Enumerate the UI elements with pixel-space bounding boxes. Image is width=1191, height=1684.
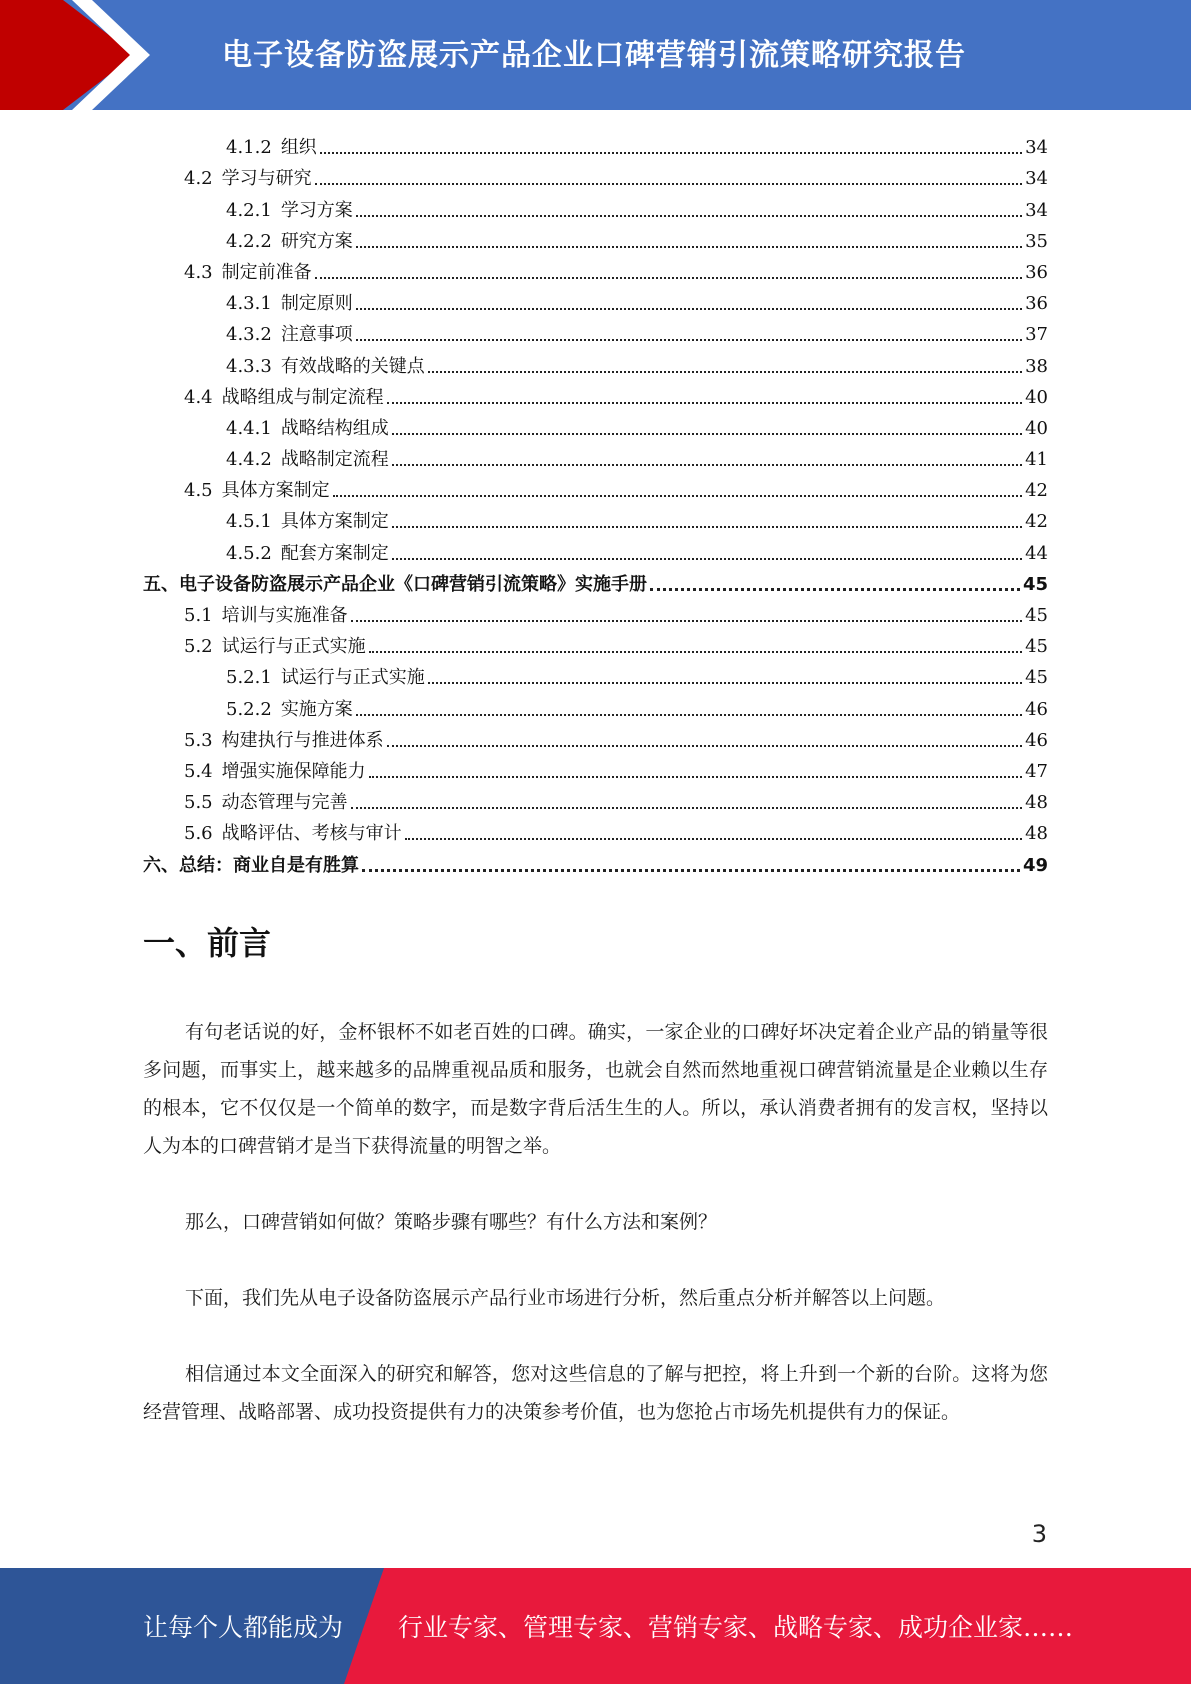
intro-paragraph-2: 那么，口碑营销如何做？策略步骤有哪些？有什么方法和案例？ xyxy=(185,1211,718,1233)
toc-entry[interactable] xyxy=(143,845,1048,876)
toc-entry-page: 48 xyxy=(1025,792,1048,814)
toc-entry-number: 5.1 xyxy=(184,605,213,626)
toc-dot-leader xyxy=(333,495,1022,497)
toc-entry-number: 4.5 xyxy=(184,480,213,502)
toc-entry-number: 5.6 xyxy=(184,823,213,845)
toc-entry-label: 学习与研究 xyxy=(221,168,312,190)
page-number: 3 xyxy=(1031,1520,1047,1548)
toc-entry-page: 45 xyxy=(1025,605,1048,626)
toc-dot-leader xyxy=(428,371,1022,373)
toc-entry[interactable] xyxy=(143,752,1048,783)
toc-entry-label: 研究方案 xyxy=(280,230,353,252)
intro-paragraph-3: 下面，我们先从电子设备防盗展示产品行业市场进行分析，然后重点分析并解答以上问题。 xyxy=(185,1287,946,1309)
toc-entry-number: 4.3.2 xyxy=(226,324,272,346)
toc-entry-label: 构建执行与推进体系 xyxy=(221,729,384,751)
toc-entry-page: 36 xyxy=(1025,293,1048,315)
page-header xyxy=(0,0,1191,110)
toc-entry-label: 组织 xyxy=(280,137,317,159)
toc-dot-leader xyxy=(362,869,1020,872)
toc-entry[interactable] xyxy=(143,315,1048,346)
toc-dot-leader xyxy=(392,433,1022,435)
intro-paragraph-1: 有句老话说的好，金杯银杯不如老百姓的口碑。确实，一家企业的口碑好坏决定着企业产品的销量等很多问题，而事实上，越来越多的品牌重视品质和服务，也就会自然而然地重视口碑营销流量是企业赖以生存的根本，它不仅仅是一个简单的数字，而是数字背后活生生的人。所以，承认消费者拥有的发言权，坚持以人为本的口碑营销才是当下获得流量的明智之举。 xyxy=(143,1021,1048,1157)
toc-dot-leader xyxy=(392,464,1022,466)
toc-entry-label: 战略组成与制定流程 xyxy=(221,386,384,408)
toc-entry-page: 38 xyxy=(1025,355,1048,377)
footer-slogan-left: 让每个人都能成为 xyxy=(143,1613,344,1642)
toc-entry-label: 配套方案制定 xyxy=(280,542,389,564)
toc-entry-label: 战略制定流程 xyxy=(280,449,389,471)
toc-entry-number: 5.3 xyxy=(184,729,213,751)
toc-entry-number: 5.2.2 xyxy=(226,698,272,720)
toc-entry-page: 45 xyxy=(1025,636,1048,658)
toc-entry-label: 六、总结：商业自是有胜算 xyxy=(143,854,359,876)
toc-entry-number: 4.5.1 xyxy=(226,511,272,533)
toc-entry-page: 40 xyxy=(1025,417,1048,439)
toc-entry[interactable] xyxy=(143,502,1048,533)
toc-entry-label: 具体方案制定 xyxy=(221,480,330,502)
toc-entry-number: 4.4 xyxy=(184,386,213,408)
toc-entry-page: 34 xyxy=(1025,168,1048,190)
toc-entry-label: 试运行与正式实施 xyxy=(221,636,366,658)
toc-entry[interactable] xyxy=(143,346,1048,377)
toc-entry-label: 战略评估、考核与审计 xyxy=(221,823,402,845)
toc-entry[interactable] xyxy=(143,128,1048,159)
toc-entry[interactable] xyxy=(143,222,1048,253)
toc-entry-number: 5.2.1 xyxy=(226,667,272,689)
toc-entry-number: 4.2.2 xyxy=(226,230,272,252)
toc-entry[interactable] xyxy=(143,783,1048,814)
toc-dot-leader xyxy=(356,246,1022,248)
toc-entry[interactable] xyxy=(143,596,1048,627)
toc-entry[interactable] xyxy=(143,814,1048,845)
toc-entry-page: 35 xyxy=(1025,230,1048,252)
toc-entry-number: 4.2.1 xyxy=(226,199,272,221)
toc-entry-number: 4.3.3 xyxy=(226,355,272,377)
toc-dot-leader xyxy=(428,682,1022,684)
toc-entry-label: 实施方案 xyxy=(280,698,353,720)
intro-paragraph-4: 相信通过本文全面深入的研究和解答，您对这些信息的了解与把控，将上升到一个新的台阶。这将为您经营管理、战略部署、成功投资提供有力的决策参考价值，也为您抢占市场先机提供有力的保证。 xyxy=(143,1363,1048,1423)
toc-entry-page: 41 xyxy=(1025,449,1048,471)
toc-dot-leader xyxy=(315,183,1022,185)
toc-entry-number: 5.2 xyxy=(184,636,213,658)
toc-entry[interactable] xyxy=(143,689,1048,720)
toc-entry[interactable] xyxy=(143,440,1048,471)
toc-entry-page: 42 xyxy=(1025,480,1048,502)
table-of-contents xyxy=(143,128,1048,877)
toc-dot-leader xyxy=(315,277,1022,279)
toc-entry-label: 有效战略的关键点 xyxy=(280,355,425,377)
toc-dot-leader xyxy=(387,745,1022,747)
toc-entry-page: 37 xyxy=(1025,324,1048,346)
toc-entry[interactable] xyxy=(143,284,1048,315)
toc-entry-number: 5.4 xyxy=(184,760,213,782)
toc-entry[interactable] xyxy=(143,658,1048,689)
header-arrow-decoration xyxy=(0,0,160,110)
toc-entry-page: 46 xyxy=(1025,729,1048,751)
section-heading: 一、前言 xyxy=(143,924,272,962)
toc-entry[interactable] xyxy=(143,565,1048,596)
toc-entry-page: 44 xyxy=(1025,542,1048,564)
toc-entry-label: 试运行与正式实施 xyxy=(280,667,425,689)
toc-entry[interactable] xyxy=(143,533,1048,564)
toc-entry[interactable] xyxy=(143,471,1048,502)
toc-entry[interactable] xyxy=(143,159,1048,190)
toc-entry-page: 47 xyxy=(1025,760,1048,782)
toc-entry-label: 学习方案 xyxy=(280,199,353,221)
toc-entry-number: 4.3.1 xyxy=(226,293,272,315)
toc-entry-number: 4.3 xyxy=(184,261,213,283)
header-title: 电子设备防盗展示产品企业口碑营销引流策略研究报告 xyxy=(222,38,966,73)
toc-entry-page: 45 xyxy=(1022,573,1048,595)
toc-entry[interactable] xyxy=(143,721,1048,752)
toc-entry-number: 4.4.1 xyxy=(226,417,272,439)
toc-dot-leader xyxy=(387,402,1022,404)
toc-entry-page: 42 xyxy=(1025,511,1048,533)
toc-entry-page: 46 xyxy=(1025,698,1048,720)
page-footer xyxy=(0,1568,1191,1684)
toc-entry-page: 45 xyxy=(1025,667,1048,689)
toc-entry-label: 战略结构组成 xyxy=(280,417,389,439)
toc-entry-label: 具体方案制定 xyxy=(280,511,389,533)
toc-dot-leader xyxy=(369,651,1022,653)
toc-entry-page: 34 xyxy=(1025,199,1048,221)
toc-entry-label: 注意事项 xyxy=(280,324,353,346)
toc-entry[interactable] xyxy=(143,409,1048,440)
toc-entry-number: 4.1.2 xyxy=(226,137,272,159)
toc-entry-number: 4.5.2 xyxy=(226,542,272,564)
toc-entry-number: 4.2 xyxy=(184,168,213,190)
toc-entry[interactable] xyxy=(143,378,1048,409)
toc-entry-number: 4.4.2 xyxy=(226,449,272,471)
toc-entry-page: 36 xyxy=(1025,261,1048,283)
toc-entry-label: 制定原则 xyxy=(280,293,353,315)
toc-entry-label: 培训与实施准备 xyxy=(221,605,348,626)
toc-dot-leader xyxy=(650,588,1020,591)
toc-dot-leader xyxy=(351,620,1022,622)
toc-dot-leader xyxy=(405,838,1022,840)
toc-dot-leader xyxy=(392,526,1022,528)
toc-dot-leader xyxy=(351,807,1022,809)
toc-dot-leader xyxy=(392,558,1022,560)
toc-entry-page: 40 xyxy=(1025,386,1048,408)
toc-dot-leader xyxy=(356,308,1022,310)
toc-dot-leader xyxy=(320,152,1022,154)
toc-entry-label: 制定前准备 xyxy=(221,261,312,283)
toc-entry-label: 动态管理与完善 xyxy=(221,792,348,814)
toc-entry-label: 增强实施保障能力 xyxy=(221,760,366,782)
footer-slogan-right: 行业专家、管理专家、营销专家、战略专家、成功企业家…… xyxy=(398,1613,1074,1642)
toc-entry-page: 34 xyxy=(1025,137,1048,159)
toc-dot-leader xyxy=(356,215,1022,217)
toc-dot-leader xyxy=(369,776,1022,778)
toc-entry[interactable] xyxy=(143,190,1048,221)
toc-entry-page: 49 xyxy=(1022,854,1048,876)
toc-entry[interactable] xyxy=(143,627,1048,658)
toc-entry-number: 5.5 xyxy=(184,792,213,814)
toc-dot-leader xyxy=(356,339,1022,341)
toc-entry-page: 48 xyxy=(1025,823,1048,845)
toc-dot-leader xyxy=(356,714,1022,716)
toc-entry[interactable] xyxy=(143,253,1048,284)
toc-entry-label: 五、电子设备防盗展示产品企业《口碑营销引流策略》实施手册 xyxy=(143,573,647,595)
